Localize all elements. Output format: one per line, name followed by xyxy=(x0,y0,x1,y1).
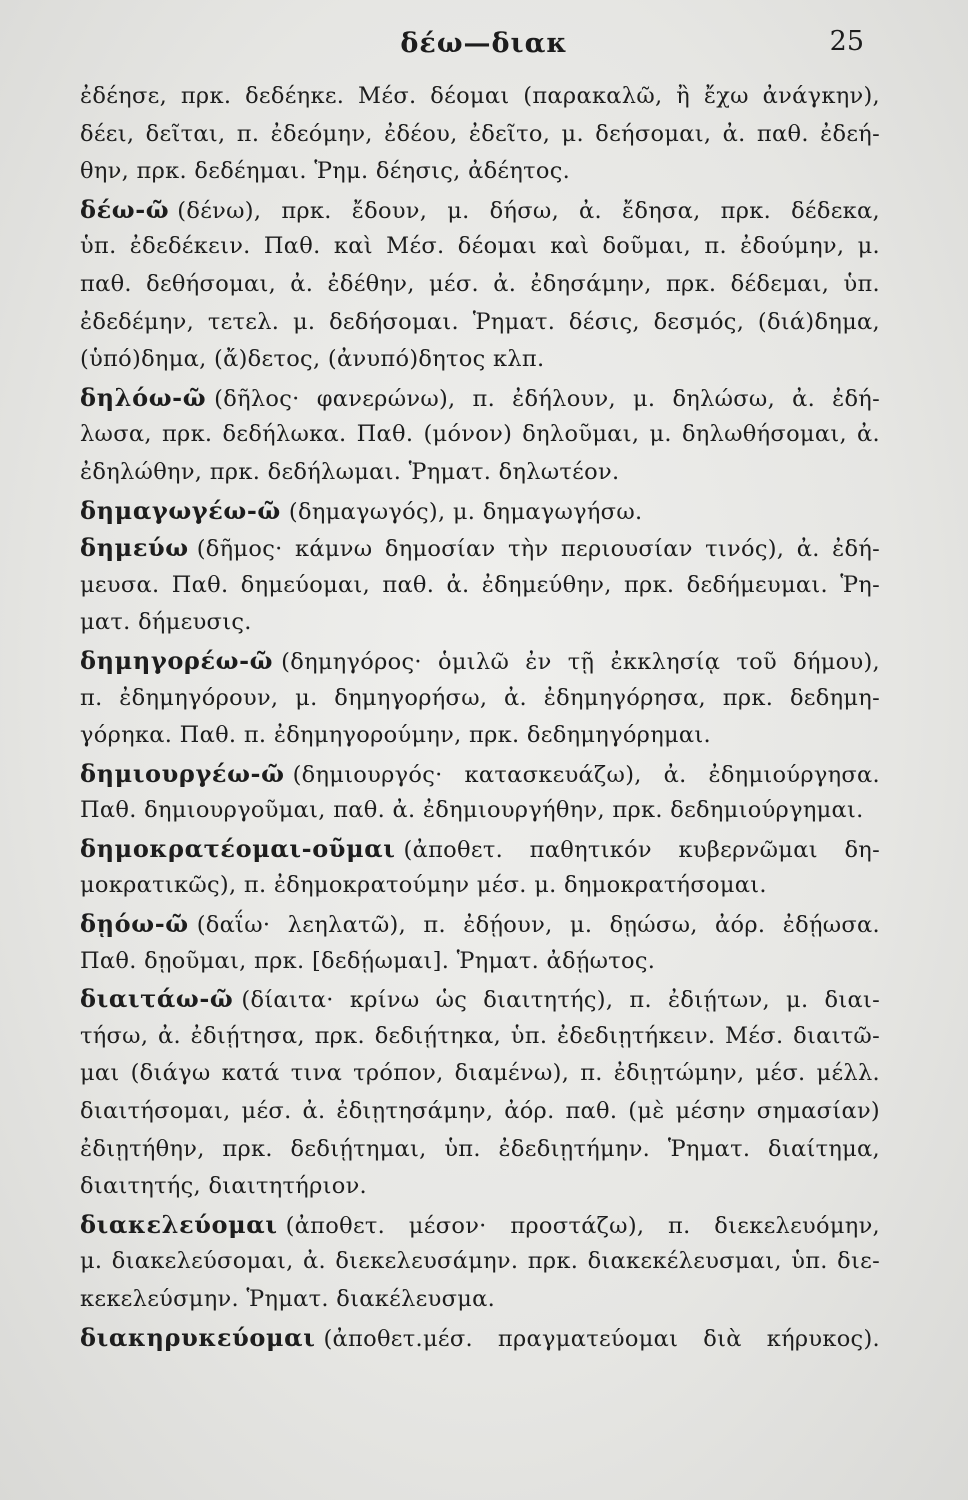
headword: δέω-ῶ xyxy=(80,194,170,224)
page-header xyxy=(0,22,968,62)
entry-first-line xyxy=(80,492,880,530)
headword: διαιτάω-ῶ xyxy=(80,984,234,1014)
text-line: Παθ. δῃοῦμαι, πρκ. [δεδῄωμαι]. Ῥηματ. ἀδῄωτος. xyxy=(80,947,656,974)
entry-first-line xyxy=(80,1206,880,1244)
entry-first-line xyxy=(80,379,880,417)
text-line: π. ἐδημηγόρουν, μ. δημηγορήσω, ἀ. ἐδημηγόρησα, πρκ. δεδημη- xyxy=(80,684,880,711)
headword: δημοκρατέομαι-οῦμαι xyxy=(80,833,396,863)
entry-first-line xyxy=(80,980,880,1018)
running-head: δέω—διακ xyxy=(400,28,568,59)
text-line: Παθ. δημιουργοῦμαι, παθ. ἀ. ἐδημιουργήθην, πρκ. δεδημιούργημαι. xyxy=(80,797,864,824)
text-line: διαιτήσομαι, μέσ. ἀ. ἐδιῃτησάμην, ἀόρ. παθ. (μὲ μέσην σημασίαν) xyxy=(80,1098,880,1125)
text-line: τήσω, ἀ. ἐδιῄτησα, πρκ. δεδιῄτηκα, ὑπ. ἐδεδιῃτήκειν. Μέσ. διαιτῶ- xyxy=(80,1022,880,1049)
headword: δηλόω-ῶ xyxy=(80,382,207,412)
entry-text: (δένω), πρκ. ἔδουν, μ. δήσω, ἀ. ἔδησα, πρκ. δέδεκα, xyxy=(177,197,880,224)
headword: δημηγορέω-ῶ xyxy=(80,645,274,675)
text-line: ἐδηλώθην, πρκ. δεδήλωμαι. Ῥηματ. δηλωτέον. xyxy=(80,458,620,485)
text-line: θην, πρκ. δεδέημαι. Ῥημ. δέησις, ἀδέητος. xyxy=(80,158,571,185)
entry-text: (δημαγωγός), μ. δημαγωγήσω. xyxy=(288,498,643,525)
entry-text: (δαΐω· λεηλατῶ), π. ἐδῄουν, μ. δῃώσω, ἀόρ. ἐδῄωσα. xyxy=(196,912,880,939)
text-line: μ. διακελεύσομαι, ἀ. διεκελευσάμην. πρκ. διακεκέλευσμαι, ὑπ. διε- xyxy=(80,1248,880,1275)
page-number: 25 xyxy=(829,26,864,57)
text-line: δέει, δεῖται, π. ἐδεόμην, ἐδέου, ἐδεῖτο, μ. δεήσομαι, ἀ. παθ. ἐδεή- xyxy=(80,120,880,147)
entry-text: (δῆλος· φανερώνω), π. ἐδήλουν, μ. δηλώσω, ἀ. ἐδή- xyxy=(214,385,880,412)
text-line: ἐδέησε, πρκ. δεδέηκε. Μέσ. δέομαι (παρακαλῶ, ἢ ἔχω ἀνάγκην), xyxy=(80,83,880,109)
text-line: λωσα, πρκ. δεδήλωκα. Παθ. (μόνον) δηλοῦμαι, μ. δηλωθήσομαι, ἀ. xyxy=(80,421,880,448)
headword: δημαγωγέω-ῶ xyxy=(80,495,281,525)
entry-text: (ἀποθετ. παθητικόν κυβερνῶμαι δη- xyxy=(403,836,880,863)
entry-first-line xyxy=(80,830,880,868)
entry-first-line xyxy=(80,191,880,229)
text-line: ἐδεδέμην, τετελ. μ. δεδήσομαι. Ῥηματ. δέσις, δεσμός, (διά)δημα, xyxy=(80,308,880,335)
entry-first-line xyxy=(80,905,880,943)
entry-text: (ἀποθετ. μέσον· προστάζω), π. διεκελευόμην, xyxy=(285,1212,880,1239)
headword: διακελεύομαι xyxy=(80,1209,278,1239)
text-line: μαι (διάγω κατά τινα τρόπον, διαμένω), π. ἐδιῃτώμην, μέσ. μέλλ. xyxy=(80,1060,880,1087)
text-line: (ὑπό)δημα, (ἄ)δετος, (ἀνυπό)δητος κλπ. xyxy=(80,346,545,373)
headword: δημεύω xyxy=(80,533,189,563)
entry-text: (δίαιτα· κρίνω ὡς διαιτητής), π. ἐδιῄτων, μ. διαι- xyxy=(241,987,880,1014)
entry-text: (δημιουργός· κατασκευάζω), ἀ. ἐδημιούργησα. xyxy=(292,761,880,788)
entry-text: (δημηγόρος· ὁμιλῶ ἐν τῇ ἐκκλησίᾳ τοῦ δήμου), xyxy=(281,648,880,675)
entry-first-line xyxy=(80,755,880,793)
text-line: μοκρατικῶς), π. ἐδημοκρατούμην μέσ. μ. δημοκρατήσομαι. xyxy=(80,872,767,899)
entry-first-line xyxy=(80,529,880,567)
headword: διακηρυκεύομαι xyxy=(80,1322,316,1352)
entry-text: (ἀποθετ.μέσ. πραγματεύομαι διὰ κήρυκος). xyxy=(323,1325,880,1352)
text-line: παθ. δεθήσομαι, ἀ. ἐδέθην, μέσ. ἀ. ἐδησάμην, πρκ. δέδεμαι, ὑπ. xyxy=(80,270,880,297)
text-line: μευσα. Παθ. δημεύομαι, παθ. ἀ. ἐδημεύθην, πρκ. δεδήμευμαι. Ῥη- xyxy=(80,571,880,598)
text-line: ματ. δήμευσις. xyxy=(80,609,252,636)
text-line: ἐδιῃτήθην, πρκ. δεδιῄτημαι, ὑπ. ἐδεδιῃτήμην. Ῥηματ. διαίτημα, xyxy=(80,1135,880,1162)
text-line: γόρηκα. Παθ. π. ἐδημηγορούμην, πρκ. δεδημηγόρημαι. xyxy=(80,722,711,749)
text-line: ὑπ. ἐδεδέκειν. Παθ. καὶ Μέσ. δέομαι καὶ δοῦμαι, π. ἐδούμην, μ. xyxy=(80,233,880,260)
text-line: κεκελεύσμην. Ῥηματ. διακέλευσμα. xyxy=(80,1286,496,1312)
text-line: διαιτητής, διαιτητήριον. xyxy=(80,1173,368,1200)
entry-text: (δῆμος· κάμνω δημοσίαν τὴν περιουσίαν τινός), ἀ. ἐδή- xyxy=(196,536,880,563)
headword: δῃόω-ῶ xyxy=(80,909,189,939)
entry-first-line xyxy=(80,642,880,680)
headword: δημιουργέω-ῶ xyxy=(80,758,285,788)
dictionary-body xyxy=(80,78,880,1356)
entry-first-line xyxy=(80,1319,880,1357)
